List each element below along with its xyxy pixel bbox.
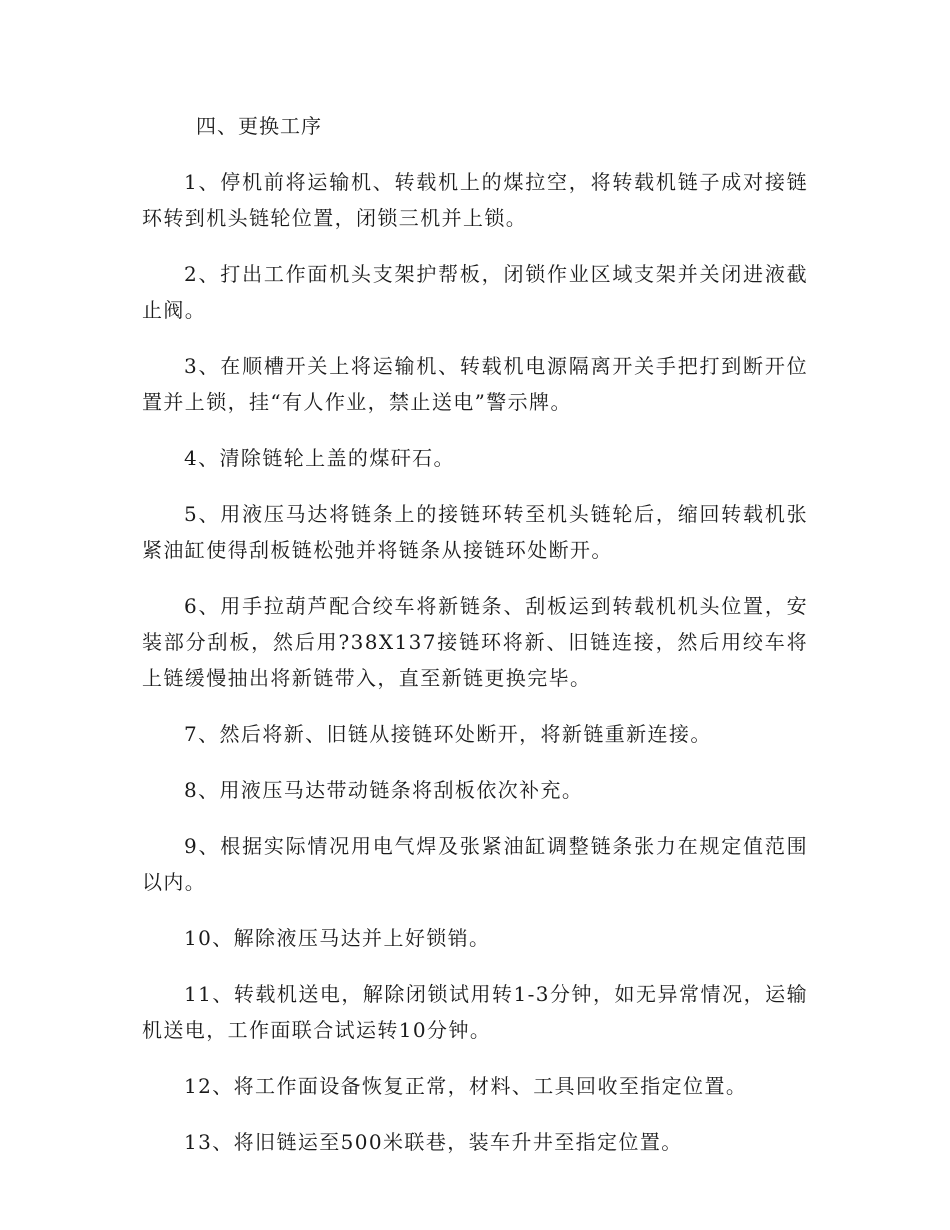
section-heading: 四、更换工序 (196, 114, 322, 138)
step-10-paragraph: 10、解除液压马达并上好锁销。 (184, 926, 491, 950)
step-1-paragraph: 1、停机前将运输机、转载机上的煤拉空，将转载机链子成对接链环转到机头链轮位置，闭锁三机并上锁。 (142, 170, 808, 230)
step-5-paragraph: 5、用液压马达将链条上的接链环转至机头链轮后，缩回转载机张紧油缸使得刮板链松弛并将链条从接链环处断开。 (142, 502, 808, 562)
step-12-paragraph: 12、将工作面设备恢复正常，材料、工具回收至指定位置。 (184, 1074, 748, 1098)
step-3-paragraph: 3、在顺槽开关上将运输机、转载机电源隔离开关手把打到断开位置并上锁，挂“有人作业，禁止送电”警示牌。 (142, 354, 808, 414)
step-9-paragraph: 9、根据实际情况用电气焊及张紧油缸调整链条张力在规定值范围以内。 (142, 834, 808, 894)
step-2-paragraph: 2、打出工作面机头支架护帮板，闭锁作业区域支架并关闭进液截止阀。 (142, 262, 808, 322)
step-11-paragraph: 11、转载机送电，解除闭锁试用转1-3分钟，如无异常情况，运输机送电，工作面联合试运转10分钟。 (142, 982, 808, 1042)
document-body (142, 108, 808, 1180)
step-8-paragraph: 8、用液压马达带动链条将刮板依次补充。 (184, 778, 584, 802)
step-7-paragraph: 7、然后将新、旧链从接链环处断开，将新链重新连接。 (184, 722, 712, 746)
step-4-paragraph: 4、清除链轮上盖的煤矸石。 (184, 446, 455, 470)
step-6-paragraph: 6、用手拉葫芦配合绞车将新链条、刮板运到转载机机头位置，安装部分刮板，然后用?38X137接链环将新、旧链连接，然后用绞车将上链缓慢抽出将新链带入，直至新链更换完毕。 (142, 594, 808, 690)
step-13-paragraph: 13、将旧链运至500米联巷，装车升井至指定位置。 (184, 1130, 683, 1154)
